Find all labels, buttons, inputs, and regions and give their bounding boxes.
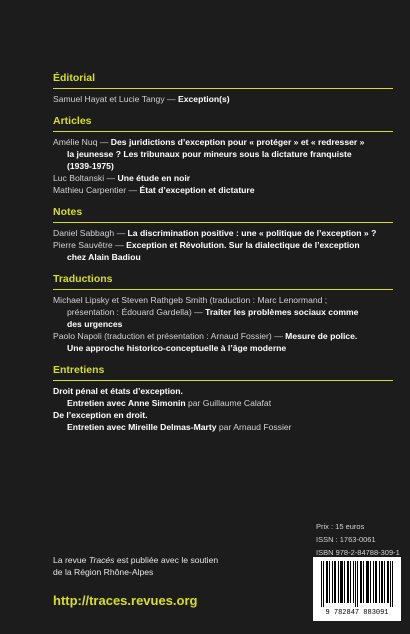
entry-title-continued: Une approche historico-conceptuelle à l’âge moderne (67, 343, 287, 353)
interview-by: par Arnaud Fossier (218, 422, 292, 432)
toc-entry (53, 93, 393, 105)
section-title-entretiens: Entretiens (53, 364, 393, 381)
entry-separator: — (167, 94, 176, 104)
entry-title-continued: des urgences (67, 319, 123, 329)
section-title-articles: Articles (53, 115, 393, 132)
isbn-text: ISBN 978-2-84788-309-1 (316, 548, 400, 557)
entry-title: Droit pénal et états d’exception. (53, 386, 183, 396)
entry-author-continued: présentation : Édouard Gardella) — Traiter les problèmes sociaux comme (67, 307, 359, 317)
entry-title: Des juridictions d’exception pour « protéger » et « redresser » (110, 137, 365, 147)
toc-entry (53, 409, 393, 433)
entry-title: Une étude en noir (117, 173, 191, 183)
support-line-2: de la Région Rhône-Alpes (53, 567, 154, 577)
entry-separator: — (115, 240, 124, 250)
entry-title-continued: la jeunesse ? Les tribunaux pour mineurs sous la dictature franquiste (67, 149, 352, 159)
entry-author: Samuel Hayat et Lucie Tangy (53, 94, 165, 104)
entry-author: Michael Lipsky et Steven Rathgeb Smith (traduction : Marc Lenormand ; (53, 295, 328, 305)
section-articles (53, 115, 393, 196)
entry-title: Traiter les problèmes sociaux comme (205, 307, 359, 317)
entry-separator: — (106, 173, 116, 183)
toc-entry (53, 172, 393, 184)
entry-separator: — (194, 307, 203, 317)
section-title-notes: Notes (53, 206, 393, 223)
support-line-1: La revue Tracés est publiée avec le soutien (53, 555, 219, 565)
table-of-contents (53, 72, 393, 443)
barcode-number: 9 782847 883091 (325, 609, 389, 617)
interview-title: Entretien avec Mireille Delmas-Marty (67, 422, 217, 432)
interview-title: Entretien avec Anne Simonin (67, 398, 186, 408)
entry-separator: — (116, 228, 126, 238)
entry-title: Mesure de police. (285, 331, 358, 341)
entry-title: État d’exception et dictature (139, 185, 255, 195)
issn-text: ISSN : 1763-0061 (316, 535, 376, 544)
entry-author: Daniel Sabbagh (53, 228, 115, 238)
toc-entry (53, 184, 393, 196)
section-notes (53, 206, 393, 263)
toc-entry (53, 330, 393, 354)
toc-entry (53, 385, 393, 409)
toc-entry (53, 294, 393, 330)
section-traductions (53, 273, 393, 354)
barcode-bars (313, 557, 401, 609)
journal-name: Tracés (88, 555, 115, 565)
entry-title: De l’exception en droit. (53, 410, 148, 420)
entry-author: Mathieu Carpentier (53, 185, 127, 195)
section-title-traductions: Traductions (53, 273, 393, 290)
entry-interview (53, 421, 393, 433)
entry-author: Amélie Nuq (53, 137, 98, 147)
entry-title: Exception et Révolution. Sur la dialectique de l’exception (126, 240, 360, 250)
toc-entry (53, 239, 393, 263)
entry-author: Luc Boltanski (53, 173, 105, 183)
barcode (313, 557, 401, 621)
toc-entry (53, 227, 393, 239)
section-entretiens (53, 364, 393, 433)
entry-title: La discrimination positive : une « politique de l’exception » ? (127, 228, 377, 238)
price-block (316, 520, 400, 559)
website-url: http://traces.revues.org (53, 593, 198, 608)
section-editorial (53, 72, 393, 105)
entry-title-continued: chez Alain Badiou (67, 252, 141, 262)
entry-interview (53, 397, 393, 409)
support-notice (53, 554, 218, 578)
entry-separator: — (128, 185, 138, 195)
interview-by: par Guillaume Calafat (187, 398, 272, 408)
entry-author: Paolo Napoli (traduction et présentation : Arnaud Fossier) (53, 331, 272, 341)
entry-author: Pierre Sauvêtre (53, 240, 113, 250)
toc-entry (53, 136, 393, 172)
entry-title: Exception(s) (178, 94, 230, 104)
entry-separator: — (274, 331, 283, 341)
section-title-editorial: Éditorial (53, 72, 393, 89)
price-text: Prix : 15 euros (316, 522, 365, 531)
entry-title-continued: (1939-1975) (67, 161, 114, 171)
entry-separator: — (99, 137, 109, 147)
